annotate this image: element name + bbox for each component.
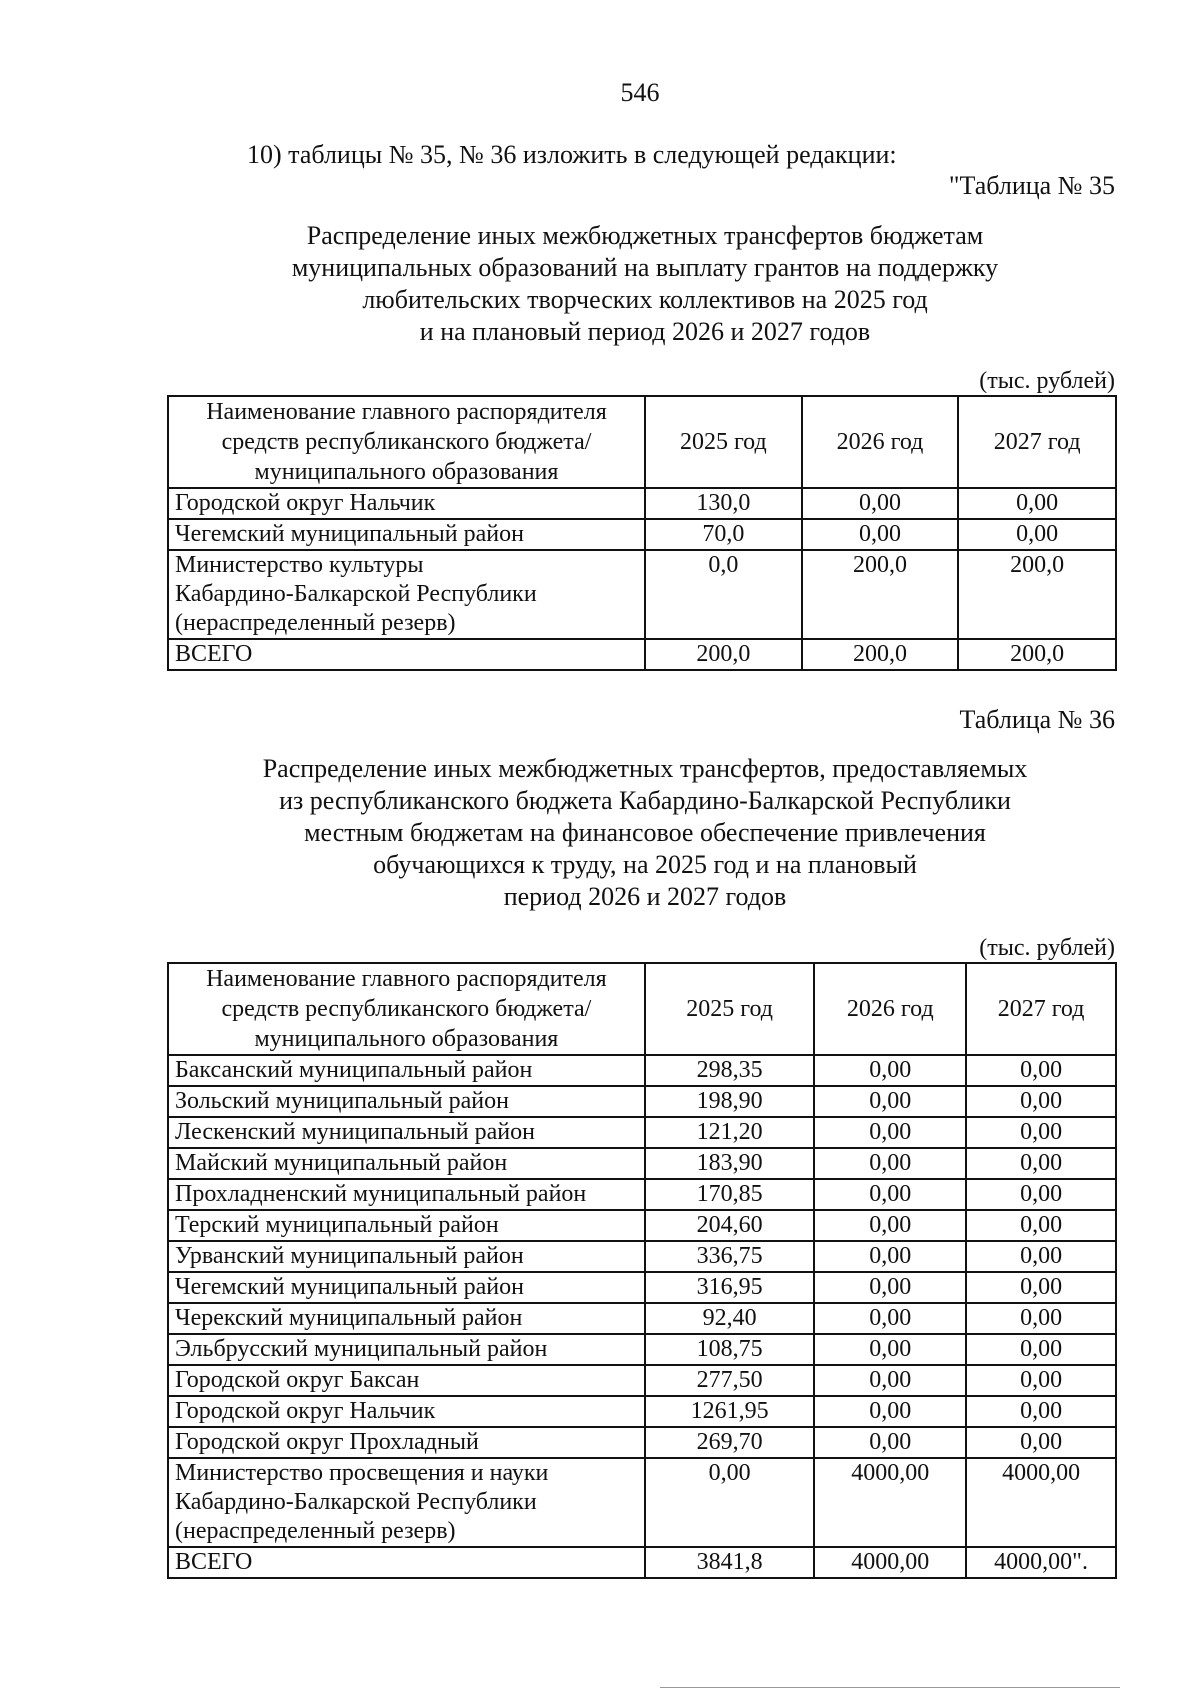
table35-label: "Таблица № 35 <box>948 171 1115 200</box>
value-2027: 0,00 <box>966 1334 1116 1365</box>
value-2025: 183,90 <box>645 1148 815 1179</box>
value-2026: 0,00 <box>814 1148 966 1179</box>
header-name-line: муниципального образования <box>254 459 559 485</box>
value-2027: 4000,00 <box>966 1458 1116 1547</box>
table35-title-line: и на плановый период 2026 и 2027 годов <box>419 317 871 346</box>
value-2025: 3841,8 <box>645 1547 815 1578</box>
table-row <box>168 1210 1116 1241</box>
value-2027: 0,00 <box>958 519 1116 550</box>
row-name: Прохладненский муниципальный район <box>168 1179 645 1210</box>
row-name: Зольский муниципальный район <box>168 1086 645 1117</box>
table-row <box>168 1458 1116 1547</box>
value-2027: 0,00 <box>966 1427 1116 1458</box>
header-name-line: Наименование главного распорядителя <box>206 966 607 992</box>
row-name-line: Министерство просвещения и науки <box>175 1460 549 1486</box>
row-name: Городской округ Нальчик <box>168 488 645 519</box>
row-name: Городской округ Баксан <box>168 1365 645 1396</box>
value-2026: 0,00 <box>802 519 959 550</box>
table36-title-line: из республиканского бюджета Кабардино-Балкарской Республики <box>279 786 1011 815</box>
table-row <box>168 1117 1116 1148</box>
value-2026: 0,00 <box>814 1241 966 1272</box>
value-2027: 0,00 <box>966 1241 1116 1272</box>
table-row <box>168 550 1116 639</box>
table36-header-name <box>168 963 645 1055</box>
row-name: Лескенский муниципальный район <box>168 1117 645 1148</box>
value-2025: 1261,95 <box>645 1396 815 1427</box>
row-name: ВСЕГО <box>168 1547 645 1578</box>
value-2025: 130,0 <box>645 488 802 519</box>
table36-label: Таблица № 36 <box>959 705 1115 734</box>
header-name-line: Наименование главного распорядителя <box>206 399 607 425</box>
table35-header-2025: 2025 год <box>645 396 802 488</box>
row-name-line: Кабардино-Балкарской Республики <box>175 1489 537 1515</box>
row-name-line: (нераспределенный резерв) <box>175 1518 456 1544</box>
page-number: 546 <box>620 78 660 107</box>
table36-title-line: Распределение иных межбюджетных трансфертов, предоставляемых <box>262 754 1028 783</box>
value-2027: 200,0 <box>958 550 1116 639</box>
value-2025: 170,85 <box>645 1179 815 1210</box>
row-name: Эльбрусский муниципальный район <box>168 1334 645 1365</box>
total-row <box>168 639 1116 670</box>
value-2025: 298,35 <box>645 1055 815 1086</box>
table36 <box>167 962 1117 1579</box>
table-row <box>168 1179 1116 1210</box>
row-name: Баксанский муниципальный район <box>168 1055 645 1086</box>
table36-title-line: местным бюджетам на финансовое обеспечение привлечения <box>304 818 986 847</box>
value-2027: 0,00 <box>966 1210 1116 1241</box>
row-name: Городской округ Прохладный <box>168 1427 645 1458</box>
table36-header-2025: 2025 год <box>645 963 815 1055</box>
value-2027: 0,00 <box>966 1396 1116 1427</box>
value-2025: 0,00 <box>645 1458 815 1547</box>
value-2026: 4000,00 <box>814 1458 966 1547</box>
value-2027: 0,00 <box>966 1272 1116 1303</box>
table35-header-name <box>168 396 645 488</box>
table-row <box>168 1241 1116 1272</box>
row-name: Чегемский муниципальный район <box>168 1272 645 1303</box>
value-2025: 316,95 <box>645 1272 815 1303</box>
value-2025: 200,0 <box>645 639 802 670</box>
value-2025: 204,60 <box>645 1210 815 1241</box>
value-2027: 0,00 <box>958 488 1116 519</box>
value-2027: 0,00 <box>966 1148 1116 1179</box>
table-row <box>168 1365 1116 1396</box>
row-name <box>168 1458 645 1547</box>
table-row <box>168 1055 1116 1086</box>
value-2026: 0,00 <box>802 488 959 519</box>
row-name: Городской округ Нальчик <box>168 1396 645 1427</box>
table-row <box>168 519 1116 550</box>
row-name: Майский муниципальный район <box>168 1148 645 1179</box>
value-2026: 0,00 <box>814 1303 966 1334</box>
value-2026: 0,00 <box>814 1396 966 1427</box>
value-2025: 0,0 <box>645 550 802 639</box>
table36-title <box>0 753 1200 913</box>
header-name-line: муниципального образования <box>254 1026 559 1052</box>
table36-header-2027: 2027 год <box>966 963 1116 1055</box>
row-name-line: (нераспределенный резерв) <box>175 610 456 636</box>
table35-title-line: муниципальных образований на выплату грантов на поддержку <box>291 253 999 282</box>
table35-title-line: любительских творческих коллективов на 2025 год <box>362 285 928 314</box>
row-name: Черекский муниципальный район <box>168 1303 645 1334</box>
header-name-line: средств республиканского бюджета/ <box>221 996 592 1022</box>
value-2026: 0,00 <box>814 1179 966 1210</box>
total-row <box>168 1547 1116 1578</box>
value-2027: 0,00 <box>966 1365 1116 1396</box>
table-row <box>168 1272 1116 1303</box>
table35-header-2026: 2026 год <box>802 396 959 488</box>
intro-text: 10) таблицы № 35, № 36 изложить в следующей редакции: <box>247 140 897 169</box>
value-2026: 0,00 <box>814 1055 966 1086</box>
table35 <box>167 395 1117 671</box>
table35-header-row <box>168 396 1116 488</box>
value-2026: 0,00 <box>814 1210 966 1241</box>
value-2026: 0,00 <box>814 1272 966 1303</box>
table-row <box>168 1396 1116 1427</box>
table36-title-line: обучающихся к труду, на 2025 год и на плановый <box>373 850 917 879</box>
header-name-line: средств республиканского бюджета/ <box>221 429 592 455</box>
table-row <box>168 1427 1116 1458</box>
row-name-line: Министерство культуры <box>175 552 424 578</box>
value-2026: 200,0 <box>802 639 959 670</box>
scan-artifact-line <box>660 1687 1120 1688</box>
value-2025: 336,75 <box>645 1241 815 1272</box>
value-2027: 0,00 <box>966 1055 1116 1086</box>
value-2026: 4000,00 <box>814 1547 966 1578</box>
table35-header-2027: 2027 год <box>958 396 1116 488</box>
row-name: Урванский муниципальный район <box>168 1241 645 1272</box>
value-2027: 200,0 <box>958 639 1116 670</box>
value-2027: 0,00 <box>966 1179 1116 1210</box>
value-2025: 269,70 <box>645 1427 815 1458</box>
value-2026: 0,00 <box>814 1086 966 1117</box>
value-2025: 198,90 <box>645 1086 815 1117</box>
table36-header-row <box>168 963 1116 1055</box>
value-2026: 200,0 <box>802 550 959 639</box>
value-2026: 0,00 <box>814 1117 966 1148</box>
table35-title-line: Распределение иных межбюджетных трансфертов бюджетам <box>306 221 984 250</box>
value-2025: 92,40 <box>645 1303 815 1334</box>
value-2026: 0,00 <box>814 1427 966 1458</box>
table35-title <box>0 220 1200 348</box>
table-row <box>168 1303 1116 1334</box>
value-2026: 0,00 <box>814 1365 966 1396</box>
value-2027: 4000,00". <box>966 1547 1116 1578</box>
value-2025: 70,0 <box>645 519 802 550</box>
value-2025: 108,75 <box>645 1334 815 1365</box>
row-name: Терский муниципальный район <box>168 1210 645 1241</box>
table-row <box>168 1148 1116 1179</box>
table-row <box>168 1334 1116 1365</box>
table36-title-line: период 2026 и 2027 годов <box>503 882 787 911</box>
value-2027: 0,00 <box>966 1086 1116 1117</box>
row-name: Чегемский муниципальный район <box>168 519 645 550</box>
row-name: ВСЕГО <box>168 639 645 670</box>
table36-header-2026: 2026 год <box>814 963 966 1055</box>
value-2026: 0,00 <box>814 1334 966 1365</box>
table-row <box>168 488 1116 519</box>
table36-unit: (тыс. рублей) <box>979 935 1115 961</box>
row-name <box>168 550 645 639</box>
value-2025: 277,50 <box>645 1365 815 1396</box>
value-2025: 121,20 <box>645 1117 815 1148</box>
row-name-line: Кабардино-Балкарской Республики <box>175 581 537 607</box>
table-row <box>168 1086 1116 1117</box>
value-2027: 0,00 <box>966 1303 1116 1334</box>
table35-unit: (тыс. рублей) <box>979 368 1115 394</box>
value-2027: 0,00 <box>966 1117 1116 1148</box>
